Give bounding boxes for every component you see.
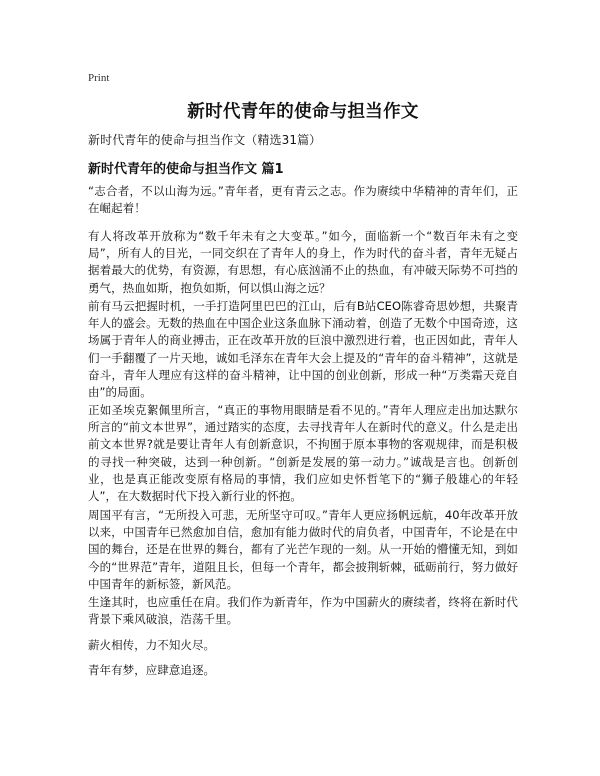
print-link[interactable]: Print <box>88 72 110 84</box>
paragraph-8: 青年有梦，应肆意追逐。 <box>88 663 216 677</box>
paragraph-3: 前有马云把握时机，一手打造阿里巴巴的江山，后有B站CEO陈睿奇思妙想，共聚青年人的盛会。无数的热血在中国企业这条血脉下涌动着，创造了无数个中国奇迹，这场属于青年人的商业搏击，正在改革开放的巨浪中激烈进行着，也正因如此，青年人们一手翻覆了一片天地，诚如毛泽东在青年大会上提及的“青年的奋斗精神”，这就是奋斗，青年人理应有这样的奋斗精神，让中国的创业创新，形成一种“万类霜天竞自由”的局面。 <box>88 299 518 400</box>
paragraph-2: 有人将改革开放称为“数千年未有之大变革。”如今，面临新一个“数百年未有之变局”，所有人的目光，一同交织在了青年人的身上，作为时代的奋斗者，青年无疑占据着最大的优势，有资源，有思想，有心底汹涌不止的热血，有冲破天际势不可挡的勇气，热血如斯，抱负如斯，何以惧山海之远？ <box>88 229 518 295</box>
page-title: 新时代青年的使命与担当作文 <box>187 102 419 122</box>
paragraph-5: 周国平有言，“无所投入可悲，无所坚守可叹。”青年人更应扬帆远航，40年改革开放以来，中国青年已然愈加自信，愈加有能力做时代的肩负者，中国青年，不论是在中国的舞台，还是在世界的舞台，都有了光芒乍现的一刻。从一开始的懵懂无知，到如今的“世界范”青年，道阻且长，但每一个青年，都会披荆斩棘，砥砺前行，努力做好中国青年的新标签，新风范。 <box>88 508 518 591</box>
paragraph-6: 生逢其时，也应重任在肩。我们作为新青年，作为中国薪火的赓续者，终将在新时代背景下乘风破浪，浩荡千里。 <box>88 595 518 627</box>
paragraph-7: 薪火相传，力不知火尽。 <box>88 638 216 652</box>
document-subtitle: 新时代青年的使命与担当作文（精选31篇） <box>88 133 322 147</box>
section-heading: 新时代青年的使命与担当作文 篇1 <box>88 162 284 177</box>
paragraph-1: “志合者，不以山海为远。”青年者，更有青云之志。作为赓续中华精神的青年们，正在崛起着！ <box>88 184 518 216</box>
paragraph-4: 正如圣埃克絮佩里所言，“真正的事物用眼睛是看不见的。”青年人理应走出加达默尔所言的“前文本世界”，通过踏实的态度，去寻找青年人在新时代的意义。什么是走出前文本世界?就是要让青年人有创新意识，不拘囿于原本事物的客观规律，而是积极的寻找一种突破，达到一种创新。“创新是发展的第一动力。”诚哉是言也。创新创业，也是真正能改变原有格局的事情，我们应如史怀哲笔下的“狮子般雄心的年轻人”，在大数据时代下投入新行业的怀抱。 <box>88 403 518 504</box>
